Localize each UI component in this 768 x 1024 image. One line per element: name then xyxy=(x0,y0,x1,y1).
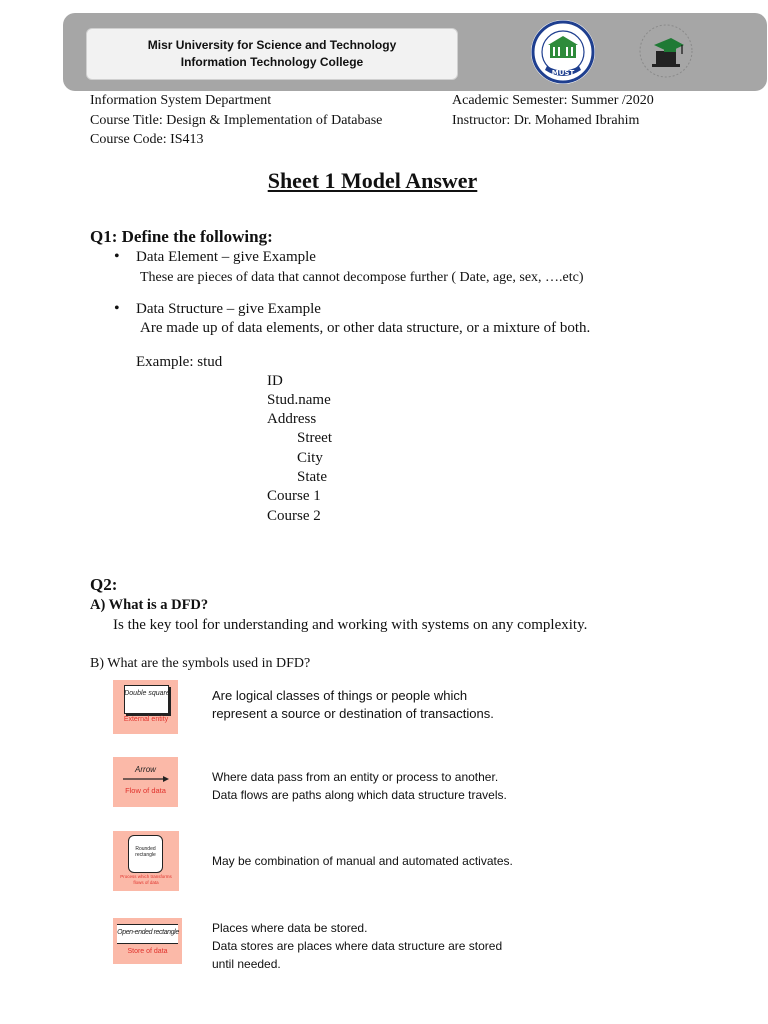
q2-a-answer: Is the key tool for understanding and working with systems on any complexity. xyxy=(113,617,588,633)
example-field-city: City xyxy=(297,450,323,466)
process-description: May be combination of manual and automated activates. xyxy=(212,854,513,868)
example-field-address: Address xyxy=(267,411,317,427)
q1-item-1-term: • Data Element – give Example xyxy=(136,249,316,266)
q2-heading: Q2: xyxy=(90,575,118,594)
course-info-right xyxy=(452,91,654,130)
q1-item-2-term: • Data Structure – give Example xyxy=(136,301,321,318)
page-title: Sheet 1 Model Answer xyxy=(267,168,478,193)
course-title-text: Course Title: Design & Implementation of Database xyxy=(90,112,383,128)
data-flow-arrow-symbol-icon: Arrow Flow of data xyxy=(113,757,178,807)
example-field-course1: Course 1 xyxy=(267,488,321,504)
example-field-state: State xyxy=(297,469,327,485)
example-field-course2: Course 2 xyxy=(267,508,321,524)
header-title-box xyxy=(86,28,458,80)
department-text: Information System Department xyxy=(90,93,272,108)
course-code-text: Course Code: IS413 xyxy=(90,132,204,147)
data-store-open-rectangle-symbol-icon: Open-ended rectangle Store of data xyxy=(113,918,182,964)
university-name: Misr University for Science and Technology xyxy=(147,38,397,52)
q2-a-question: A) What is a DFD? xyxy=(90,597,209,613)
data-flow-description: Where data pass from an entity or process to another. Data flows are paths along which data structure travels. xyxy=(212,770,507,802)
college-name: Information Technology College xyxy=(180,55,364,69)
example-field-id: ID xyxy=(267,373,283,389)
graduation-laptop-logo xyxy=(638,23,694,79)
q1-item-2-answer: Are made up of data elements, or other data structure, or a mixture of both. xyxy=(140,320,591,336)
svg-text:MUST: MUST xyxy=(551,69,575,77)
q1-heading: Q1: Define the following: xyxy=(90,227,273,246)
example-field-street: Street xyxy=(297,430,332,446)
q2-b-question: B) What are the symbols used in DFD? xyxy=(90,656,311,671)
university-seal-logo xyxy=(531,20,595,84)
course-info-left xyxy=(90,91,382,150)
process-rounded-rectangle-symbol-icon: Rounded rectangle Process which transforms flows of data xyxy=(113,831,179,891)
data-store-description: Places where data be stored. Data stores are places where data structure are stored until needed. xyxy=(212,921,503,971)
q1-item-1-answer: These are pieces of data that cannot decompose further ( Date, age, sex, ….etc) xyxy=(140,270,584,285)
semester-text: Academic Semester: Summer /2020 xyxy=(452,93,654,108)
example-field-name: Stud.name xyxy=(267,392,331,408)
external-entity-description: Are logical classes of things or people which represent a source or destination of transactions. xyxy=(212,688,494,721)
external-entity-symbol-icon: Double square External entity xyxy=(113,680,178,734)
example-label: Example: stud xyxy=(136,354,223,370)
instructor-text: Instructor: Dr. Mohamed Ibrahim xyxy=(452,112,640,128)
